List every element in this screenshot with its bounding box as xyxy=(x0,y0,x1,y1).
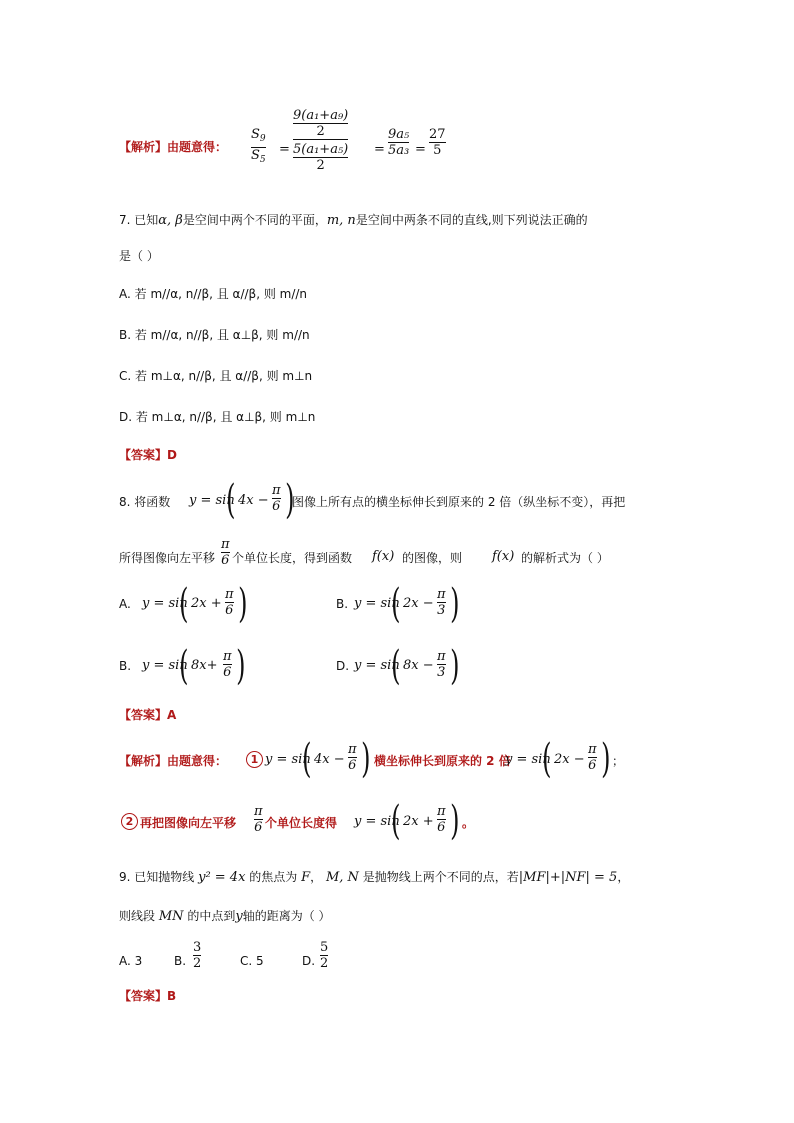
big-den: $\frac{\text{5(a₁+a₅)}}{2}$ xyxy=(293,139,348,173)
q7-option-d: D. 若 m⊥α, n//β, 且 α⊥β, 则 m⊥n xyxy=(119,410,316,424)
fraction-9a5-5a3: $\frac{\text{9a₅}}{\text{5a₃}}$ xyxy=(388,127,410,158)
q9-option-a: A. 3 xyxy=(119,954,143,968)
analysis-lead: 由题意得： xyxy=(167,140,228,154)
q8-option-a: A. y = sin ( 2x + $\frac{\pi}{6}$ ) xyxy=(119,581,248,627)
q7-answer: 【答案】D xyxy=(119,448,177,462)
equals-2: = xyxy=(374,142,385,157)
step2-marker: 2 xyxy=(121,813,138,830)
q9-answer: 【答案】B xyxy=(119,989,177,1003)
q9-option-d-label: D. xyxy=(302,954,316,968)
equals-1: = xyxy=(279,142,290,157)
s5: $S_5$ xyxy=(251,147,266,168)
q9-stem-line2: 则线段 MN 的中点到y轴的距离为（ ） xyxy=(119,909,331,924)
q9-option-c: C. 5 xyxy=(240,954,264,968)
q9-option-b-fraction: $\frac{3}{2}$ xyxy=(193,940,202,971)
q8-option-c: B. y = sin ( 8x+ $\frac{\pi}{6}$ ) xyxy=(119,643,246,689)
q7-option-c: C. 若 m⊥α, n//β, 且 α//β, 则 m⊥n xyxy=(119,369,313,383)
q8-option-b: B. y = sin ( 2x − $\frac{\pi}{3}$ ) xyxy=(336,581,460,627)
q7-stem: 7. 已知α, β是空间中两个不同的平面，m, n是空间中两条不同的直线,则下列说法正确的 xyxy=(119,213,588,228)
q8-option-d: D. y = sin ( 8x − $\frac{\pi}{3}$ ) xyxy=(336,643,460,689)
step1-marker: 1 xyxy=(246,751,263,768)
fraction-s9-s5 xyxy=(251,127,266,168)
q9-option-d-fraction: $\frac{5}{2}$ xyxy=(320,940,329,971)
fraction-27-5: $\frac{27}{5}$ xyxy=(429,127,446,158)
q9-stem: 9. 已知抛物线 y² = 4x 的焦点为 F， M, N 是抛物线上两个不同的点，若|MF|+|NF| = 5， xyxy=(119,870,630,885)
q7-stem-line2: 是（ ） xyxy=(119,249,159,263)
big-num: $\frac{\text{9(a₁+a₉)}}{2}$ xyxy=(293,108,349,139)
s9: $S_9$ xyxy=(251,127,266,144)
equals-3: = xyxy=(415,142,426,157)
analysis-tag: 【解析】 xyxy=(119,140,168,154)
q7-option-a: A. 若 m//α, n//β, 且 α//β, 则 m//n xyxy=(119,287,308,301)
q7-option-b: B. 若 m//α, n//β, 且 α⊥β, 则 m//n xyxy=(119,328,310,342)
compound-fraction xyxy=(293,108,348,173)
q9-option-b-label: B. xyxy=(174,954,187,968)
q8-answer: 【答案】A xyxy=(119,708,177,722)
